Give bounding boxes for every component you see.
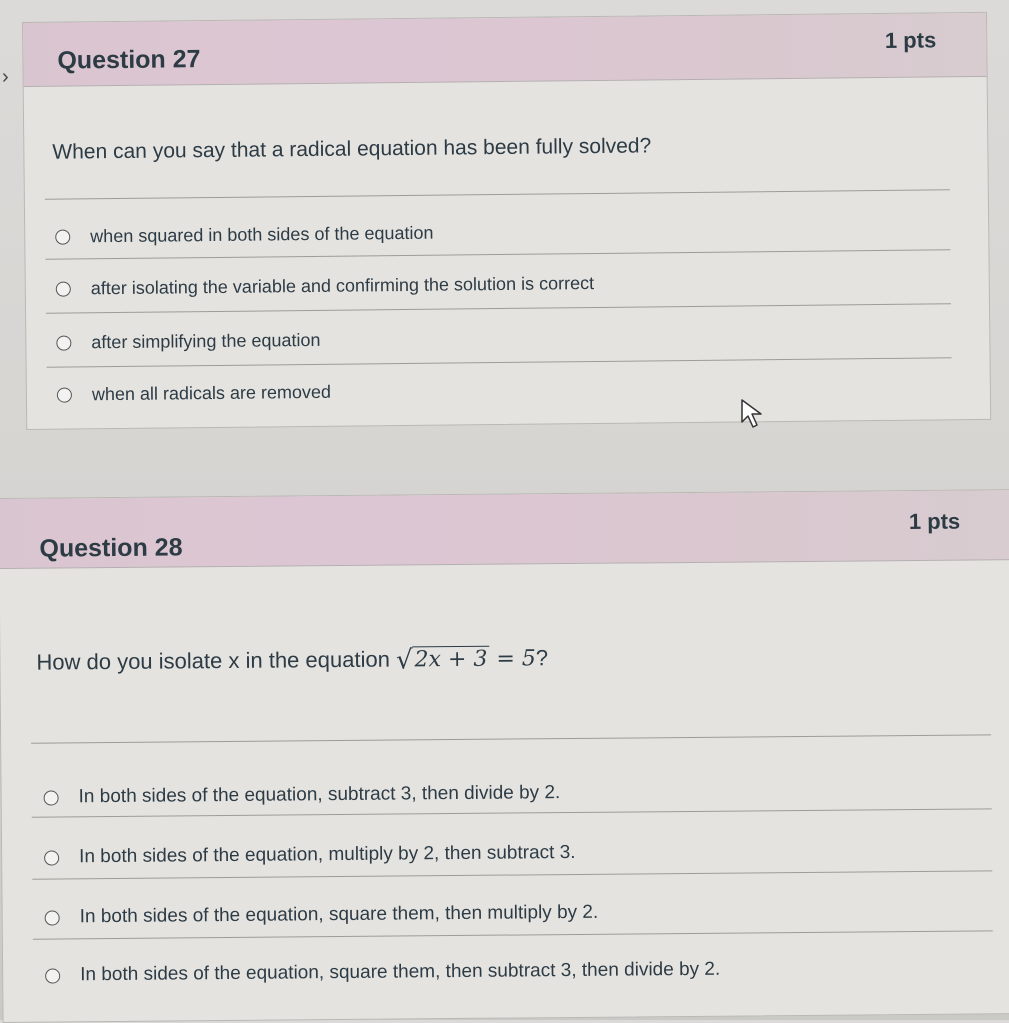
answer-label: In both sides of the equation, subtract 3, then divide by 2. [78, 782, 561, 808]
radio-button[interactable] [44, 850, 59, 865]
question-header [0, 490, 1009, 569]
question-title: Question 27 [57, 45, 201, 75]
divider [33, 930, 993, 939]
radio-button[interactable] [56, 282, 71, 297]
answer-option[interactable] [56, 330, 320, 354]
answer-label: In both sides of the equation, square them, then subtract 3, then divide by 2. [80, 958, 721, 986]
radio-button[interactable] [45, 968, 60, 983]
equation-rest: = 5 [489, 646, 536, 672]
answer-option[interactable] [55, 223, 433, 248]
answer-option[interactable] [44, 842, 576, 869]
radio-button[interactable] [56, 336, 71, 351]
question-27 [22, 12, 991, 430]
answer-label: In both sides of the equation, multiply by 2, then subtract 3. [79, 841, 576, 868]
question-header [23, 13, 987, 87]
square-root-symbol: √ [395, 645, 413, 676]
answer-label: after isolating the variable and confirming the solution is correct [90, 273, 595, 299]
answer-label: after simplifying the equation [91, 329, 321, 353]
answer-option[interactable] [44, 782, 561, 809]
question-title: Question 28 [39, 533, 183, 563]
question-text-after: ? [535, 645, 549, 671]
radio-button[interactable] [45, 910, 60, 925]
answer-option[interactable] [57, 382, 331, 406]
answer-label: when squared in both sides of the equation [90, 222, 434, 247]
question-text: When can you say that a radical equation has been fully solved? [52, 134, 652, 164]
radio-button[interactable] [57, 387, 72, 402]
divider [46, 303, 951, 313]
equation-radicand: 2x + 3 [412, 646, 489, 673]
question-28 [0, 489, 1009, 1023]
divider [31, 734, 991, 743]
answer-label: In both sides of the equation, square them, then multiply by 2. [79, 901, 599, 928]
radio-button[interactable] [55, 230, 70, 245]
mouse-pointer-icon [740, 398, 766, 430]
question-text-before: How do you isolate x in the equation [36, 646, 390, 675]
question-points: 1 pts [884, 27, 937, 53]
divider [47, 357, 952, 367]
question-text [36, 644, 548, 678]
radio-button[interactable] [44, 790, 59, 805]
divider [45, 189, 950, 199]
chevron-right-icon[interactable]: › [2, 66, 9, 88]
answer-option[interactable] [56, 273, 594, 300]
answer-label: when all radicals are removed [91, 381, 332, 405]
divider [32, 808, 992, 817]
answer-option[interactable] [45, 959, 720, 987]
answer-option[interactable] [45, 902, 599, 929]
divider [32, 870, 992, 879]
question-points: 1 pts [908, 508, 961, 535]
equation [395, 645, 536, 676]
divider [45, 249, 950, 259]
